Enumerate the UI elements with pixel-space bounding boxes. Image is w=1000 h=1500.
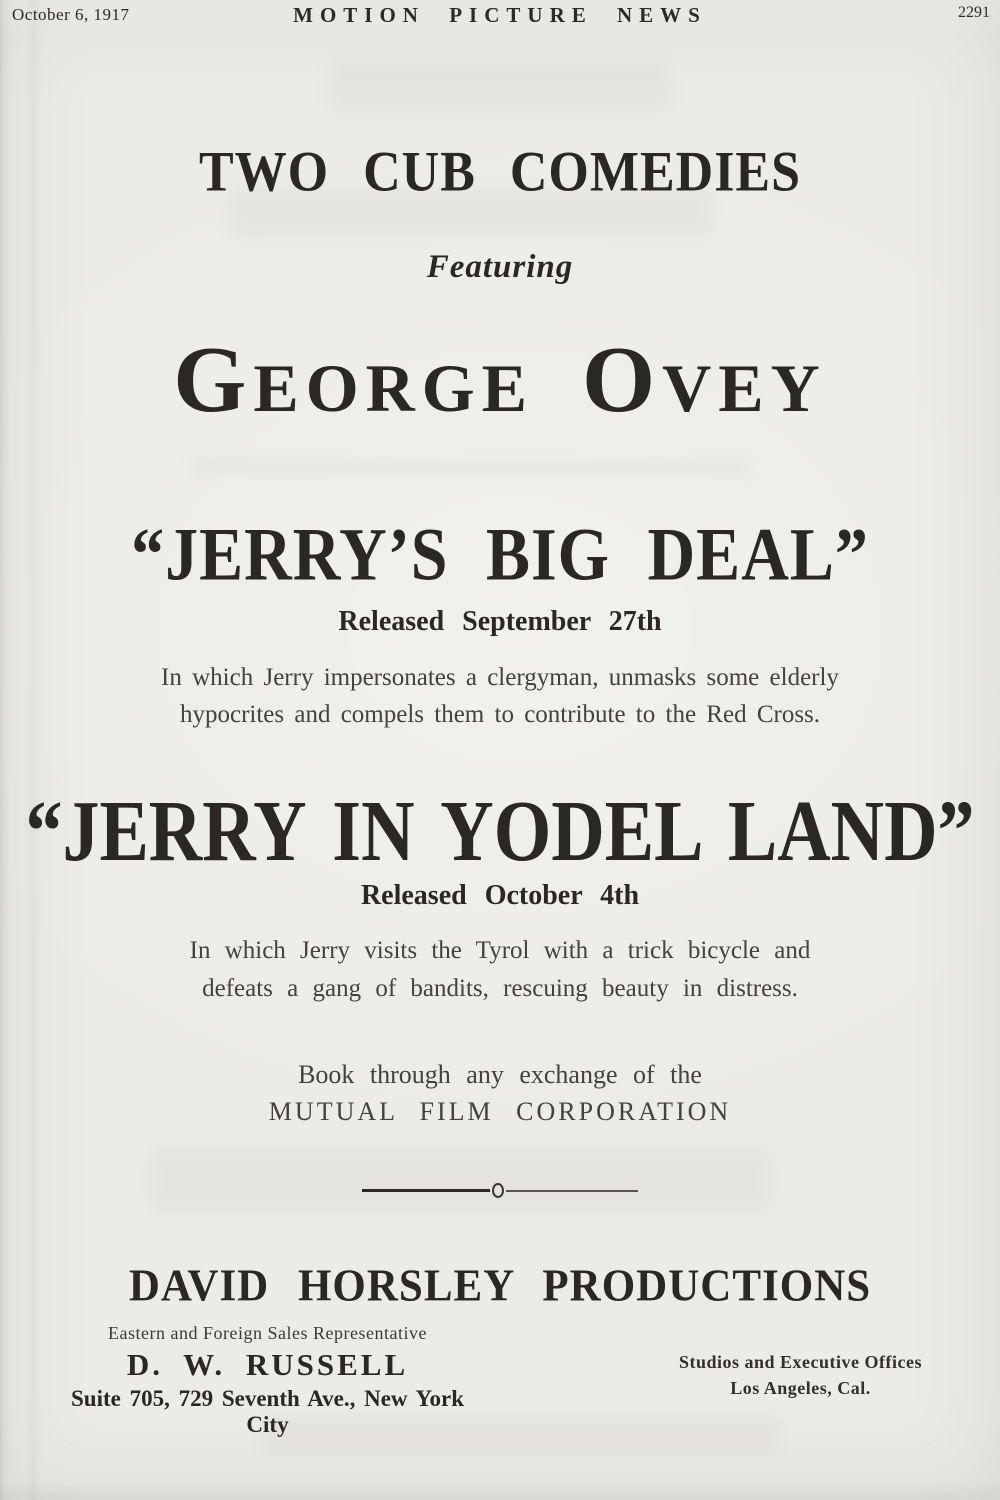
sales-rep-name: D. W. RUSSELL [126, 1347, 409, 1382]
film-description-line: defeats a gang of bandits, rescuing beauty in distress. [202, 975, 798, 1002]
sales-rep-block [55, 1323, 480, 1438]
booking-note [0, 1056, 1000, 1130]
featuring-label: Featuring [426, 249, 574, 285]
film-description-line: hypocrites and compels them to contribute to the Red Cross. [179, 701, 821, 728]
star-first-initial: G [173, 328, 254, 432]
star-last-rest: VEY [662, 350, 827, 426]
producer-name: DAVID HORSLEY PRODUCTIONS [128, 1261, 872, 1311]
divider-right-rule [506, 1190, 638, 1192]
film-title: “JERRY IN YODEL LAND” [25, 784, 975, 881]
divider-left-rule [362, 1189, 490, 1192]
film-description [0, 932, 1000, 1008]
issue-date: October 6, 1917 [12, 5, 130, 24]
studios-block [628, 1349, 973, 1401]
sales-rep-address: Suite 705, 729 Seventh Ave., New York City [70, 1386, 465, 1437]
film-description [0, 659, 1000, 733]
ornamental-divider [0, 1183, 1000, 1198]
sales-rep-role: Eastern and Foreign Sales Representative [108, 1323, 427, 1343]
divider-circle-ornament [492, 1183, 504, 1198]
publication-title: MOTION PICTURE NEWS [293, 3, 707, 27]
film-description-line: In which Jerry visits the Tyrol with a trick bicycle and [189, 937, 811, 964]
film-release-date: Released October 4th [360, 880, 640, 911]
film-description-line: In which Jerry impersonates a clergyman, unmasks some elderly [161, 664, 839, 691]
studios-line: Studios and Executive Offices [678, 1352, 922, 1372]
page-number: 2291 [958, 4, 990, 21]
bleed-through-smudge [150, 1150, 770, 1210]
booking-line: Book through any exchange of the [298, 1060, 702, 1089]
film-release-date: Released September 27th [338, 606, 662, 637]
ad-headline: TWO CUB COMEDIES [198, 141, 802, 204]
studios-city: Los Angeles, Cal. [730, 1378, 871, 1398]
distributor-name: MUTUAL FILM CORPORATION [268, 1097, 732, 1126]
film-title: “JERRY’S BIG DEAL” [131, 513, 869, 597]
star-last-initial: O [582, 328, 663, 432]
star-name [0, 328, 1000, 432]
bleed-through-smudge [190, 460, 750, 474]
star-first-rest: EORGE [253, 350, 535, 426]
bleed-through-smudge [330, 60, 670, 110]
